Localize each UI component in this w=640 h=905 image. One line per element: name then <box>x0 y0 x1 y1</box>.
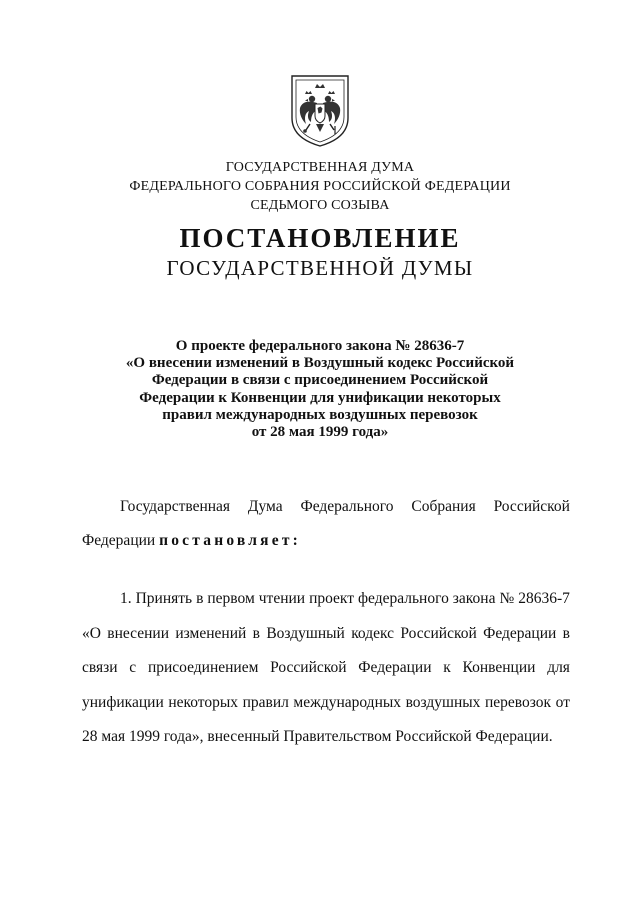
preamble-line-1 <box>82 497 570 517</box>
preamble-word: Дума <box>247 498 283 515</box>
subject-line: от 28 мая 1999 года» <box>251 424 389 441</box>
resolution-subject-heading <box>60 338 580 441</box>
preamble-word: Федерального <box>300 498 394 515</box>
preamble-word: Государственная <box>120 498 231 515</box>
subject-line: «О внесении изменений в Воздушный кодекс Российской <box>125 355 515 372</box>
issuing-body-header <box>0 158 640 215</box>
resolving-verb: постановляет: <box>159 532 301 549</box>
subject-line: О проекте федерального закона № 28636-7 <box>175 338 465 354</box>
item-line-last: 28 мая 1999 года», внесенный Правительством Российской Федерации. <box>82 728 553 746</box>
org-line: ФЕДЕРАЛЬНОГО СОБРАНИЯ РОССИЙСКОЙ ФЕДЕРАЦИИ <box>129 179 511 194</box>
subject-line: Федерации к Конвенции для унификации некоторых <box>139 389 501 406</box>
double-headed-eagle-icon <box>288 72 352 148</box>
document-type-title: ПОСТАНОВЛЕНИЕ <box>179 223 461 253</box>
preamble-line-2 <box>82 531 570 551</box>
document-issuer-subtitle: ГОСУДАРСТВЕННОЙ ДУМЫ <box>166 256 474 280</box>
item-line: «О внесении изменений в Воздушный кодекс Российской Федерации в <box>82 624 570 642</box>
item-line: связи с присоединением Российской Федерации к Конвенции для <box>82 659 570 677</box>
preamble-word: Собрания <box>411 498 476 515</box>
org-line: СЕДЬМОГО СОЗЫВА <box>250 198 390 213</box>
preamble-paragraph <box>82 497 570 517</box>
item-line: унификации некоторых правил международных воздушных перевозок от <box>82 693 570 711</box>
subject-line: Федерации в связи с присоединением Российской <box>151 372 489 389</box>
item-line: 1. Принять в первом чтении проект федерального закона № 28636-7 <box>120 590 570 607</box>
preamble-word: Российской <box>493 498 570 515</box>
preamble-word: Федерации <box>82 532 156 549</box>
resolution-item-1 <box>82 589 570 762</box>
subject-line: правил международных воздушных перевозок <box>162 406 478 423</box>
coat-of-arms-emblem <box>288 72 352 148</box>
org-line: ГОСУДАРСТВЕННАЯ ДУМА <box>225 160 415 175</box>
